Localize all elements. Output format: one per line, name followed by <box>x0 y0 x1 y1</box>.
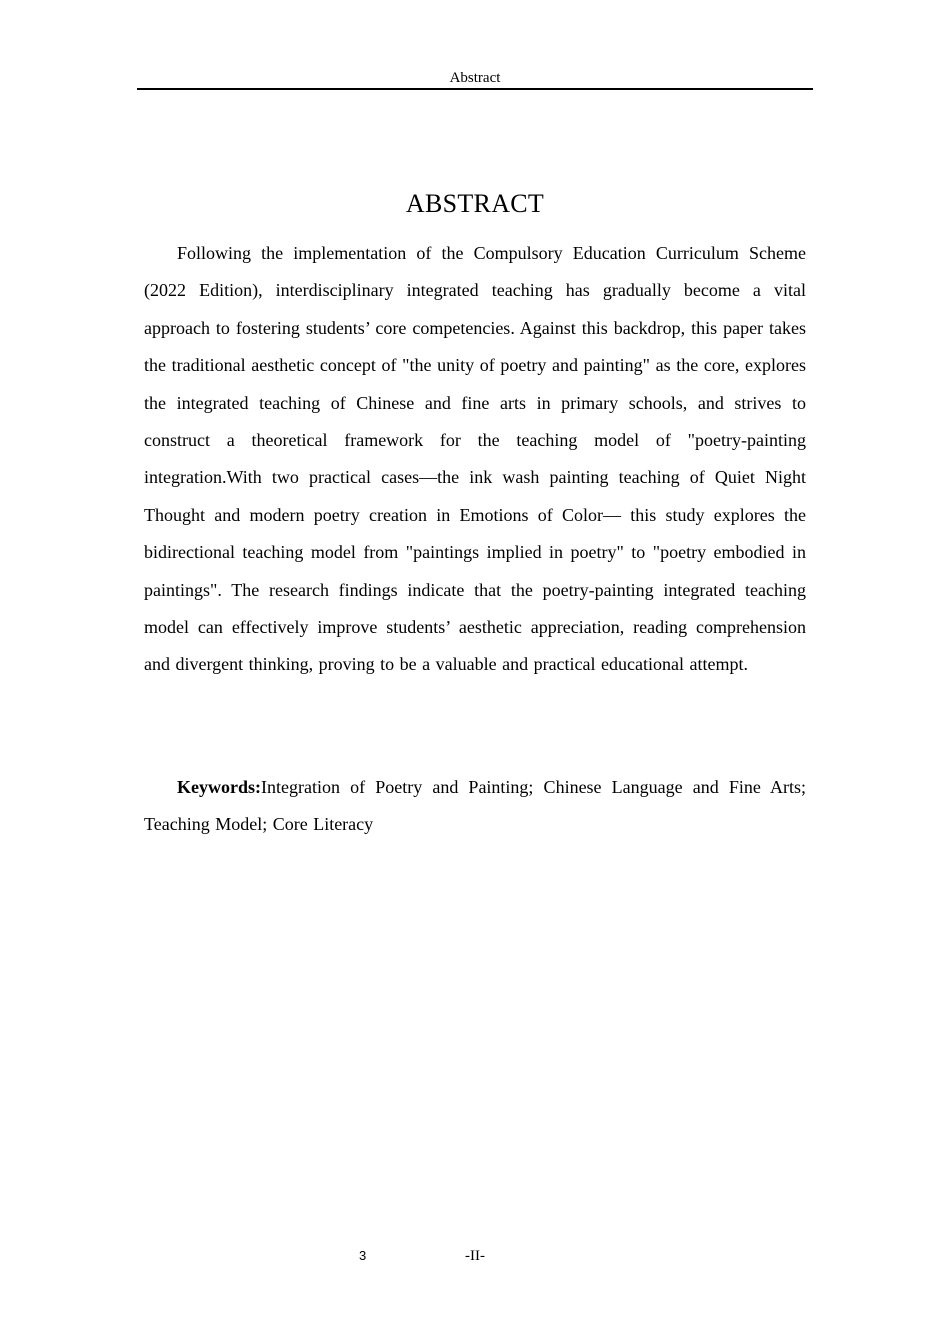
running-header: Abstract <box>449 70 501 86</box>
page-folio: -II- <box>465 1248 485 1264</box>
page-number: 3 <box>359 1248 367 1263</box>
abstract-paragraph: Following the implementation of the Compulsory Education Curriculum Scheme (2022 Edition), interdisciplinary integrated teaching has gradually become a vital approach to fostering students’ core competencies. Against this backdrop, this paper takes the traditional aesthetic concept of "the unity of poetry and painting" as the core, explores the integrated teaching of Chinese and fine arts in primary schools, and strives to construct a theoretical framework for the teaching model of "poetry-painting integration.With two practical cases—the ink wash painting teaching of Quiet Night Thought and modern poetry creation in Emotions of Color— this study explores the bidirectional teaching model from "paintings implied in poetry" to "poetry embodied in paintings". The research findings indicate that the poetry-painting integrated teaching model can effectively improve students’ aesthetic appreciation, reading comprehension and divergent thinking, proving to be a valuable and practical educational attempt. <box>144 243 806 675</box>
header-divider <box>137 88 813 90</box>
keywords-label: Keywords: <box>177 777 261 797</box>
keywords-paragraph <box>144 769 806 844</box>
keywords-text: Integration of Poetry and Painting; Chinese Language and Fine Arts; Teaching Model; Core Literacy <box>144 777 806 835</box>
abstract-title: ABSTRACT <box>405 189 545 218</box>
